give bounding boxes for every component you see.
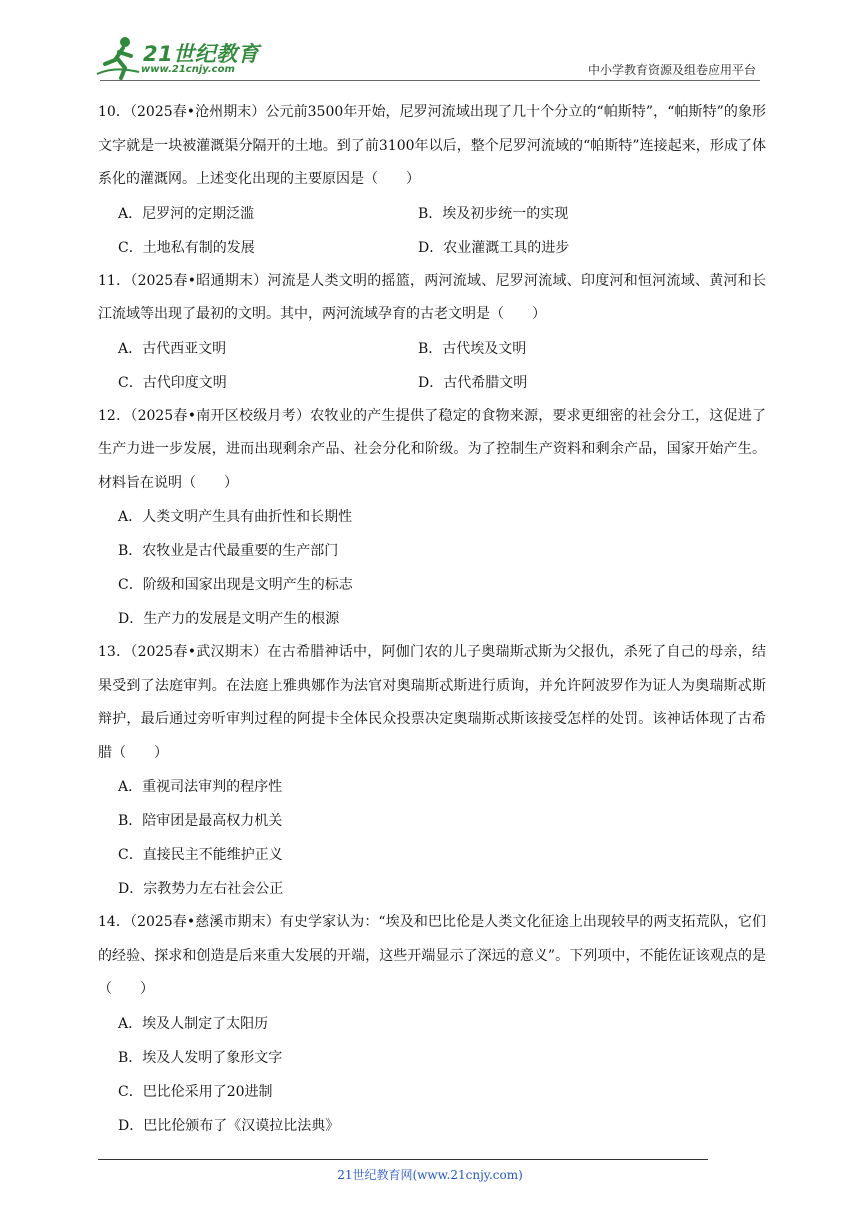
question-14 [98,906,766,1007]
question-13 [98,636,766,770]
question-number: 12． [98,407,131,424]
option-a: A．古代西亚文明 [118,340,227,357]
question-list [98,96,766,1143]
question-source: （2025春•南开区校级月考） [130,407,311,424]
question-stem: 公元前3500年开始，尼罗河流域出现了几十个分立的“帕斯特”，“帕斯特”的象形文字就是一块被灌溉渠分隔开的土地。到了前3100年以后，整个尼罗河流域的“帕斯特”连接起来，形成了体系化的灌溉网。上述变化出现的主要原因是（ ） [98,104,766,187]
option-d: D．巴比伦颁布了《汉谟拉比法典》 [118,1117,340,1134]
page-header [0,0,860,90]
question-source: （2025春•武汉期末） [130,644,268,660]
option-c: C．直接民主不能维护正义 [118,847,283,863]
option-d: D．宗教势力左右社会公正 [118,881,284,897]
option-a: A．尼罗河的定期泛滥 [118,205,255,222]
question-number: 10． [98,104,130,120]
question-12 [98,400,766,501]
option-d: D．农业灌溉工具的进步 [418,239,570,256]
option-b: B．农牧业是古代最重要的生产部门 [118,543,339,559]
options-row [98,197,766,231]
question-11 [98,265,766,332]
footer-divider [98,1159,708,1160]
logo-text: 21世纪教育 [143,42,260,66]
footer-link[interactable]: 21世纪教育网(www.21cnjy.com) [337,1168,523,1182]
option-b: B．埃及人发明了象形文字 [118,1049,283,1066]
question-number: 11． [98,272,131,289]
option-b: B．陪审团是最高权力机关 [118,813,283,829]
logo [95,34,265,80]
option-c: C．古代印度文明 [118,374,227,391]
question-source: （2025春•昭通期末） [130,272,268,289]
option-c: C．阶级和国家出现是文明产生的标志 [118,577,353,593]
question-stem: 河流是人类文明的摇篮，两河流域、尼罗河流域、印度河和恒河流域、黄河和长江流域等出现了最初的文明。其中，两河流域孕育的古老文明是（ ） [98,272,767,322]
options-row [98,366,766,400]
question-number: 14． [98,914,130,930]
option-c: C．土地私有制的发展 [118,239,255,256]
option-a: A．重视司法审判的程序性 [118,779,283,795]
option-b: B．埃及初步统一的实现 [418,205,569,222]
option-a: A．埃及人制定了太阳历 [118,1015,269,1032]
option-a: A．人类文明产生具有曲折性和长期性 [118,509,353,525]
question-stem: 有史学家认为：“埃及和巴比伦是人类文化征途上出现较早的两支拓荒队，它们的经验、探求和创造是后来重大发展的开端，这些开端显示了深远的意义”。下列项中，不能佐证该观点的是（ ） [98,914,767,997]
option-d: D．古代希腊文明 [418,374,528,391]
options-row [98,231,766,265]
question-stem: 农牧业的产生提供了稳定的食物来源，要求更细密的社会分工，这促进了生产力进一步发展，进而出现剩余产品、社会分化和阶级。为了控制生产资料和剩余产品，国家开始产生。材料旨在说明（ ） [98,407,767,491]
question-source: （2025春•沧州期末） [129,104,266,120]
question-10 [98,96,766,197]
option-d: D．生产力的发展是文明产生的根源 [118,611,340,627]
runner-logo-icon [95,34,141,80]
question-number: 13． [98,644,131,660]
logo-url: www.21cnjy.com [141,64,235,75]
option-b: B．古代埃及文明 [418,340,527,357]
option-c: C．巴比伦采用了20进制 [118,1083,273,1100]
options-row [98,332,766,366]
question-source: （2025春•慈溪市期末） [130,914,280,930]
header-divider [100,80,760,81]
question-stem: 在古希腊神话中，阿伽门农的儿子奥瑞斯忒斯为父报仇，杀死了自己的母亲，结果受到了法庭审判。在法庭上雅典娜作为法官对奥瑞斯忒斯进行质询，并允许阿波罗作为证人为奥瑞斯忒斯辩护，最后通过旁听审判过程的阿提卡全体民众投票决定奥瑞斯忒斯该接受怎样的处罚。该神话体现了古希腊（ ） [98,644,767,761]
platform-name: 中小学教育资源及组卷应用平台 [587,63,756,77]
